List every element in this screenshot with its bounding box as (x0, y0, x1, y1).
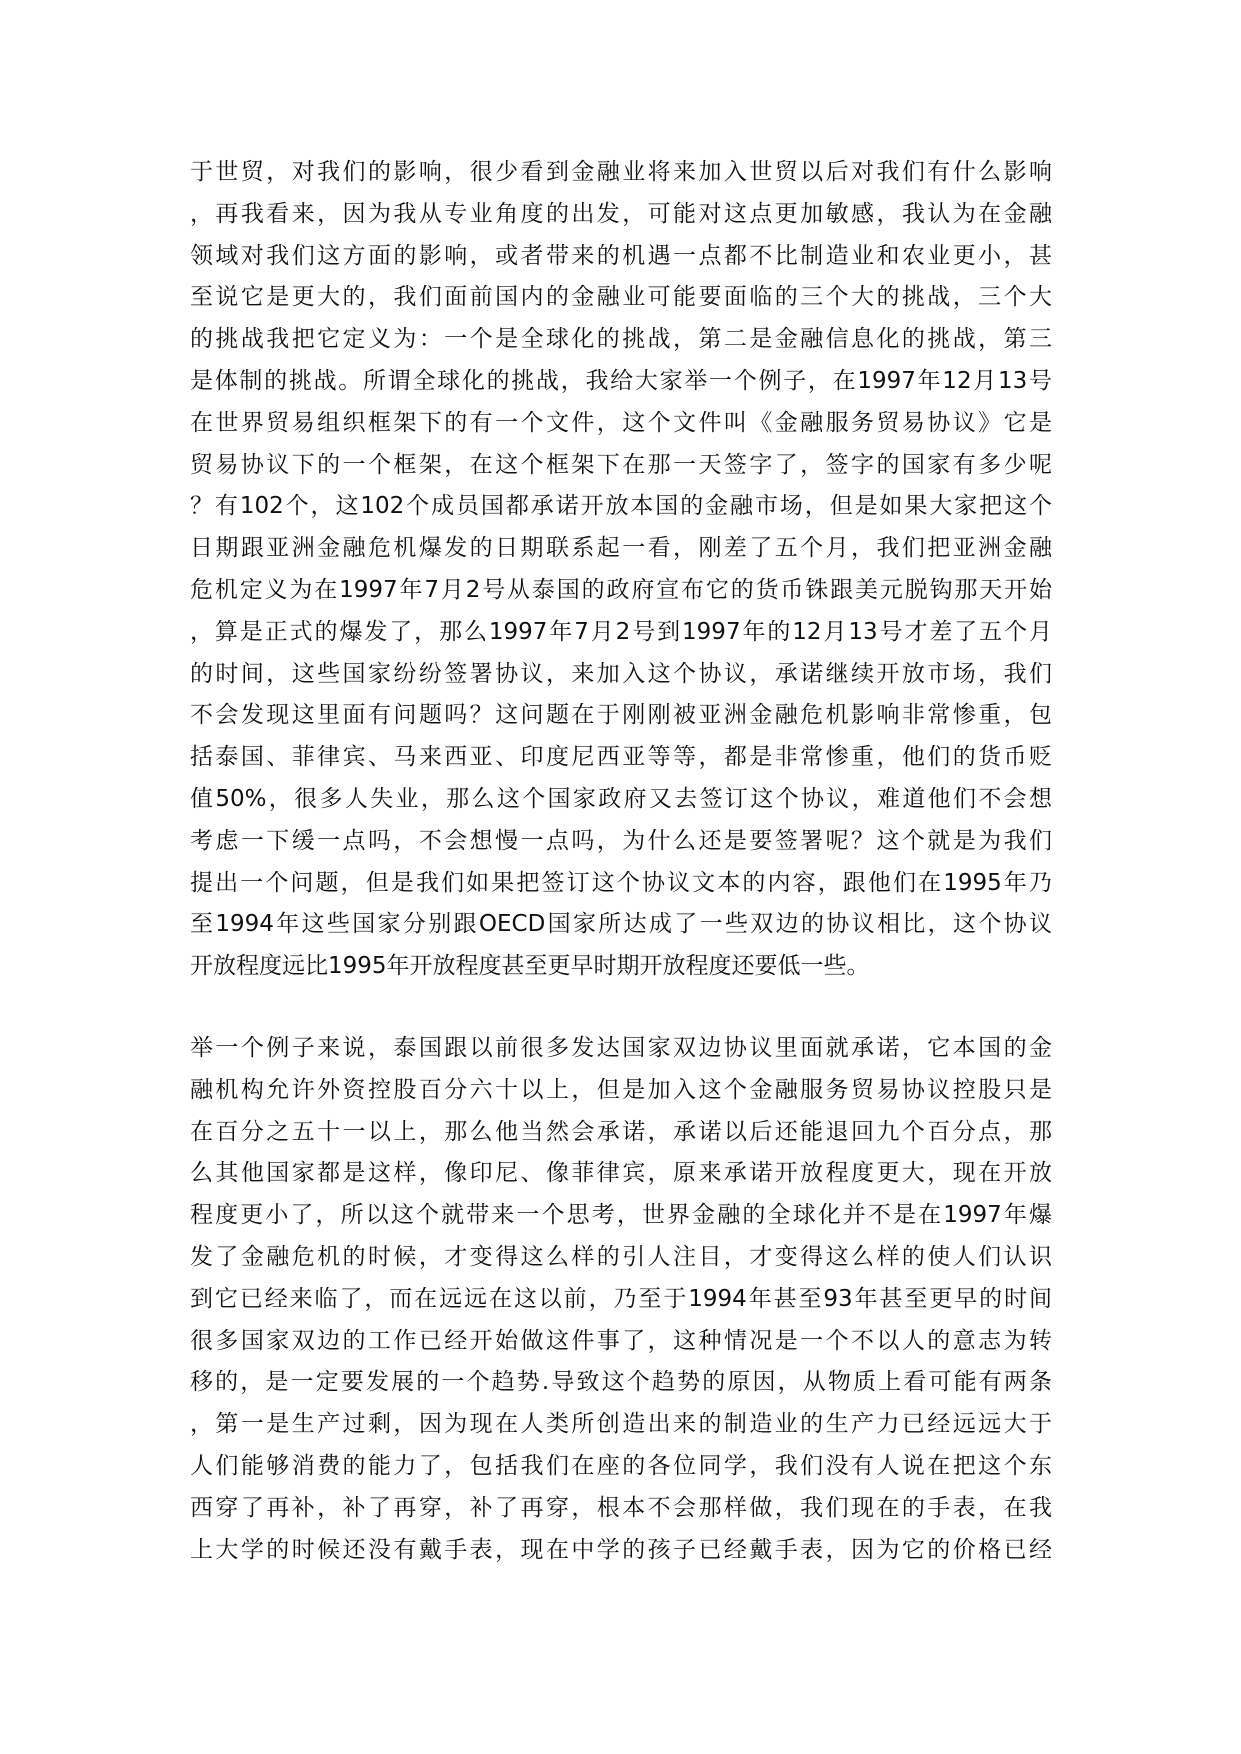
text-line: 人们能够消费的能力了，包括我们在座的各位同学，我们没有人说在把这个东 (190, 1452, 1052, 1479)
text-line: 提出一个问题，但是我们如果把签订这个协议文本的内容，跟他们在1995年乃 (190, 869, 1052, 896)
text-line: 考虑一下缓一点吗，不会想慢一点吗，为什么还是要签署呢？这个就是为我们 (190, 827, 1052, 854)
text-line: 程度更小了，所以这个就带来一个思考，世界金融的全球化并不是在1997年爆 (190, 1202, 1052, 1229)
text-line: 括泰国、菲律宾、马来西亚、印度尼西亚等等，都是非常惨重，他们的货币贬 (190, 744, 1052, 771)
text-line: ？有102个，这102个成员国都承诺开放本国的金融市场，但是如果大家把这个 (190, 493, 1052, 520)
text-line: 融机构允许外资控股百分六十以上，但是加入这个金融服务贸易协议控股只是 (190, 1076, 1052, 1103)
text-line: ，再我看来，因为我从专业角度的出发，可能对这点更加敏感，我认为在金融 (190, 200, 1052, 227)
text-line: 于世贸，对我们的影响，很少看到金融业将来加入世贸以后对我们有什么影响 (190, 159, 1052, 185)
text-line: ，算是正式的爆发了，那么1997年7月2号到1997年的12月13号才差了五个月 (190, 618, 1052, 645)
text-line: 到它已经来临了，而在远远在这以前，乃至于1994年甚至93年甚至更早的时间 (190, 1285, 1052, 1312)
text-line: 在百分之五十一以上，那么他当然会承诺，承诺以后还能退回九个百分点，那 (190, 1118, 1052, 1145)
text-line: 领域对我们这方面的影响，或者带来的机遇一点都不比制造业和农业更小，甚 (190, 242, 1052, 269)
text-line: 日期跟亚洲金融危机爆发的日期联系起一看，刚差了五个月，我们把亚洲金融 (190, 535, 1052, 562)
text-line: 开放程度远比1995年开放程度甚至更早时期开放程度还要低一些。 (190, 953, 870, 980)
text-line: 么其他国家都是这样，像印尼、像菲律宾，原来承诺开放程度更大，现在开放 (190, 1160, 1052, 1187)
text-line: 西穿了再补，补了再穿，补了再穿，根本不会那样做，我们现在的手表，在我 (190, 1494, 1052, 1521)
paragraph-2 (190, 1028, 1052, 1571)
text-line: 的挑战我把它定义为：一个是全球化的挑战，第二是金融信息化的挑战，第三 (190, 326, 1052, 353)
text-line: 在世界贸易组织框架下的有一个文件，这个文件叫《金融服务贸易协议》它是 (190, 409, 1052, 436)
text-line: 上大学的时候还没有戴手表，现在中学的孩子已经戴手表，因为它的价格已经 (190, 1536, 1052, 1563)
text-line: 是体制的挑战。所谓全球化的挑战，我给大家举一个例子，在1997年12月13号 (190, 367, 1052, 394)
text-line: 很多国家双边的工作已经开始做这件事了，这种情况是一个不以人的意志为转 (190, 1327, 1052, 1354)
text-line: 移的，是一定要发展的一个趋势.导致这个趋势的原因，从物质上看可能有两条 (190, 1369, 1052, 1396)
text-line: 不会发现这里面有问题吗？这问题在于刚刚被亚洲金融危机影响非常惨重，包 (190, 702, 1052, 729)
text-line: 举一个例子来说，泰国跟以前很多发达国家双边协议里面就承诺，它本国的金 (190, 1035, 1052, 1061)
paragraph-1 (190, 152, 1052, 988)
text-line: 至1994年这些国家分别跟OECD国家所达成了一些双边的协议相比，这个协议 (190, 911, 1052, 938)
text-line: 危机定义为在1997年7月2号从泰国的政府宣布它的货币铢跟美元脱钩那天开始 (190, 576, 1052, 603)
text-line: 至说它是更大的，我们面前国内的金融业可能要面临的三个大的挑战，三个大 (190, 284, 1052, 311)
text-line: 贸易协议下的一个框架，在这个框架下在那一天签字了，签字的国家有多少呢 (190, 451, 1052, 478)
text-line: 值50%，很多人失业，那么这个国家政府又去签订这个协议，难道他们不会想 (190, 785, 1052, 812)
text-line: 的时间，这些国家纷纷签署协议，来加入这个协议，承诺继续开放市场，我们 (190, 660, 1052, 687)
text-line: 发了金融危机的时候，才变得这么样的引人注目，才变得这么样的使人们认识 (190, 1243, 1052, 1270)
text-line: ，第一是生产过剩，因为现在人类所创造出来的制造业的生产力已经远远大于 (190, 1411, 1052, 1438)
